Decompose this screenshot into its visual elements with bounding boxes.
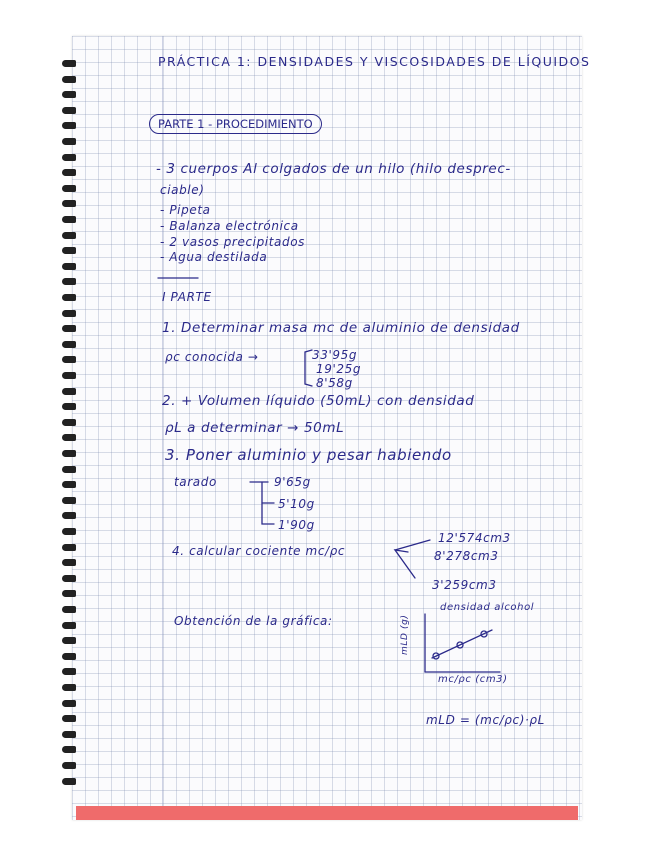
step-3-value: 1'90g [278, 518, 315, 532]
part-heading: I PARTE [162, 290, 212, 304]
step-1-value: 33'95g [312, 348, 358, 362]
material-item: - Pipeta [160, 203, 211, 217]
page-title: PRÁCTICA 1: DENSIDADES Y VISCOSIDADES DE LÍQUIDOS [158, 54, 591, 69]
graph-x-label: mc/ρc (cm3) [438, 674, 508, 685]
graph-label: Obtención de la gráfica: [174, 614, 333, 628]
step-4-value: 8'278cm3 [434, 549, 499, 563]
graph-y-label: mLD (g) [400, 614, 410, 655]
graph-trend-line [432, 630, 492, 658]
step-4-text: 4. calcular cociente mc/ρc [172, 544, 346, 558]
formula: mLD = (mc/ρc)·ρL [426, 713, 545, 727]
step-1-value: 8'58g [316, 376, 353, 390]
step-1-value: 19'25g [316, 362, 362, 376]
material-item: ciable) [160, 183, 205, 197]
step-3-text: 3. Poner aluminio y pesar habiendo [165, 446, 452, 464]
step-1-text: 1. Determinar masa mc de aluminio de densidad [162, 320, 520, 336]
graph-title: densidad alcohol [440, 602, 535, 613]
material-item: - 3 cuerpos Al colgados de un hilo (hilo desprec- [156, 161, 511, 177]
step-3-value: 5'10g [278, 497, 315, 511]
material-item: - 2 vasos precipitados [160, 235, 305, 249]
step-4-value: 12'574cm3 [438, 531, 511, 545]
step-4-bracket [395, 550, 415, 578]
step-1-bracket [305, 350, 312, 386]
section-label: PARTE 1 - PROCEDIMIENTO [149, 114, 322, 134]
material-item: - Balanza electrónica [160, 219, 299, 233]
step-2-continuation: ρL a determinar → 50mL [165, 420, 345, 436]
step-2-text: 2. + Volumen líquido (50mL) con densidad [162, 393, 475, 409]
step-3-value: 9'65g [274, 475, 311, 489]
step-4-value: 3'259cm3 [432, 578, 497, 592]
step-3-continuation: tarado [174, 475, 217, 489]
step-1-continuation: ρc conocida → [165, 350, 259, 364]
material-item: - Agua destilada [160, 250, 268, 264]
step-4-bracket-top [395, 540, 430, 550]
